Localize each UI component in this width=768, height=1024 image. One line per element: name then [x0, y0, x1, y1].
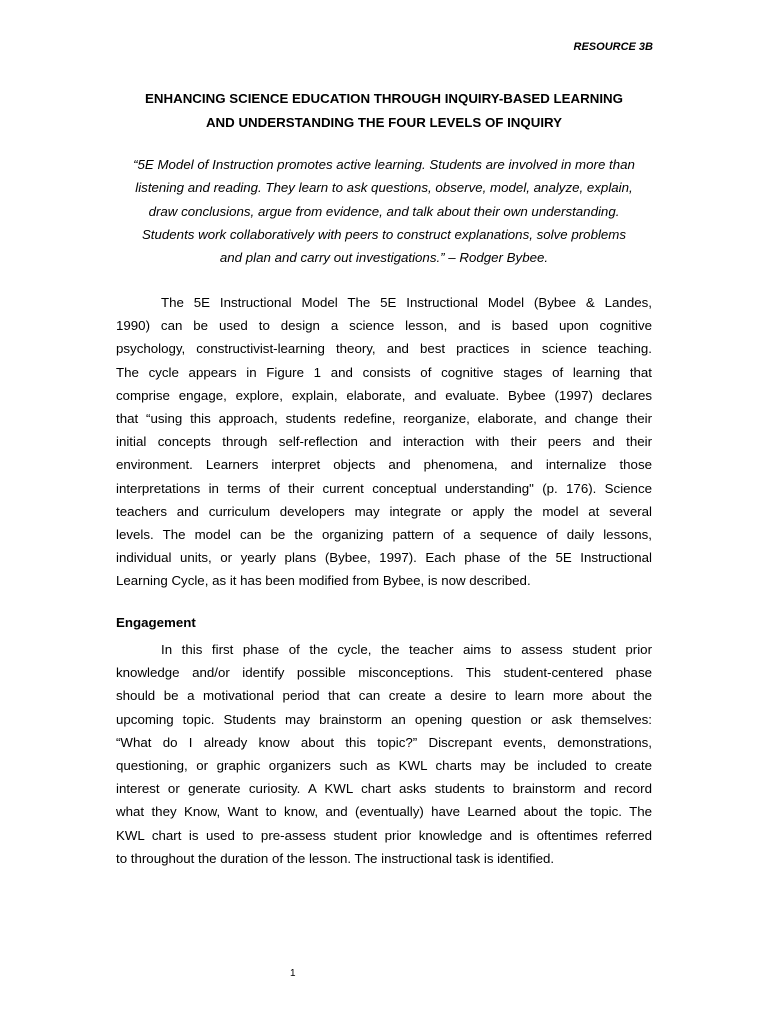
- intro-paragraph: [116, 291, 652, 592]
- engagement-line: In this first phase of the cycle, the teacher aims to assess student prior: [161, 642, 652, 657]
- engagement-line: upcoming topic. Students may brainstorm an opening question or ask themselves:: [116, 711, 652, 727]
- intro-line: psychology, constructivist-learning theory, and best practices in science teaching.: [116, 341, 652, 357]
- quote-line: Students work collaboratively with peers to construct explanations, solve problems: [141, 226, 627, 242]
- engagement-line: questioning, or graphic organizers such as KWL charts may be included to create: [116, 757, 652, 773]
- engagement-line: KWL chart is used to pre-assess student prior knowledge and is oftentimes referred: [116, 827, 652, 843]
- engagement-line: interest or generate curiosity. A KWL chart asks students to brainstorm and record: [116, 781, 652, 797]
- engagement-line: knowledge and/or identify possible misconceptions. This student-centered phase: [116, 665, 652, 681]
- intro-line: 1990) can be used to design a science lesson, and is based upon cognitive: [116, 318, 652, 334]
- opening-quote: [110, 153, 658, 269]
- engagement-line: “What do I already know about this topic?” Discrepant events, demonstrations,: [116, 734, 652, 750]
- engagement-line: should be a motivational period that can create a desire to learn more about the: [116, 688, 652, 704]
- resource-label: RESOURCE 3B: [573, 41, 653, 53]
- intro-line: teachers and curriculum developers may integrate or apply the model at several: [116, 503, 652, 519]
- quote-line: listening and reading. They learn to ask questions, observe, model, analyze, explain,: [135, 180, 633, 196]
- intro-line: environment. Learners interpret objects and phenomena, and internalize those: [116, 457, 652, 473]
- intro-line: levels. The model can be the organizing pattern of a sequence of daily lessons,: [116, 526, 652, 542]
- intro-line: comprise engage, explore, explain, elaborate, and evaluate. Bybee (1997) declares: [116, 387, 652, 403]
- engagement-line: what they Know, Want to know, and (eventually) have Learned about the topic. The: [116, 804, 652, 820]
- title-line-1: ENHANCING SCIENCE EDUCATION THROUGH INQUIRY-BASED LEARNING: [145, 91, 623, 106]
- quote-line: and plan and carry out investigations.” – Rodger Bybee.: [219, 250, 549, 266]
- quote-line: draw conclusions, argue from evidence, and talk about their own understanding.: [148, 203, 620, 219]
- page-number: 1: [290, 968, 296, 979]
- engagement-paragraph: [116, 638, 652, 870]
- engagement-line: to throughout the duration of the lesson. The instructional task is identified.: [116, 850, 555, 866]
- document-title: [100, 87, 668, 134]
- intro-line: interpretations in terms of their current conceptual understanding" (p. 176). Science: [116, 480, 652, 496]
- title-line-2: AND UNDERSTANDING THE FOUR LEVELS OF INQUIRY: [205, 114, 563, 130]
- intro-line: individual units, or yearly plans (Bybee, 1997). Each phase of the 5E Instructional: [116, 550, 652, 566]
- intro-line: Learning Cycle, as it has been modified from Bybee, is now described.: [116, 573, 531, 589]
- intro-line: The 5E Instructional Model The 5E Instructional Model (Bybee & Landes,: [161, 295, 652, 310]
- engagement-heading: Engagement: [116, 615, 196, 630]
- intro-line: The cycle appears in Figure 1 and consists of cognitive stages of learning that: [116, 364, 652, 380]
- intro-line: that “using this approach, students redefine, reorganize, elaborate, and change their: [116, 410, 652, 426]
- intro-line: initial concepts through self-reflection and interaction with their peers and their: [116, 434, 652, 450]
- quote-line: “5E Model of Instruction promotes active learning. Students are involved in more than: [133, 157, 635, 172]
